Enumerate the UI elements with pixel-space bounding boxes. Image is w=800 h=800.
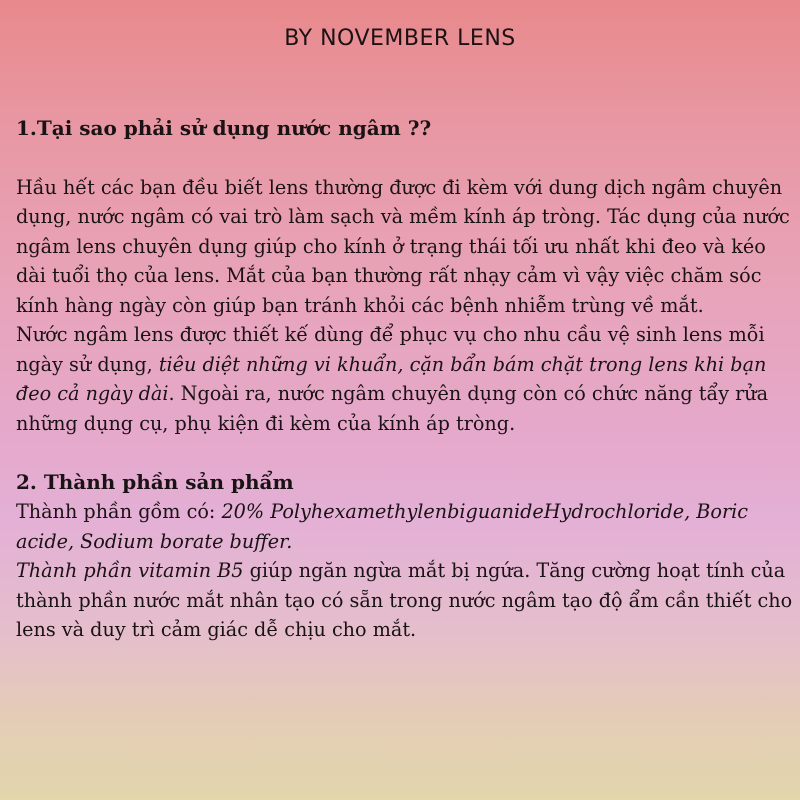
section1-paragraph1: Hầu hết các bạn đều biết lens thường được đi kèm với dung dịch ngâm chuyên dụng, nước ngâm có vai trò làm sạch và mềm kính áp tròng. Tác dụng của nước ngâm lens chuyên dụng giúp cho kính ở trạng thái tối ưu nhất khi đeo và kéo dài tuổi thọ của lens. Mắt của bạn thường rất nhạy cảm vì vậy việc chăm sóc kính hàng ngày còn giúp bạn tránh khỏi các bệnh nhiễm trùng về mắt. [16,175,790,317]
spacer [16,438,796,468]
para2-start: Nước ngâm lens được thiết kế dùng để phục vụ cho nhu cầu vệ sinh lens mỗi ngày sử dụng, [16,323,765,376]
vitamin-paragraph [16,556,796,645]
vitamin-description: giúp ngăn ngừa mắt bị ngứa. Tăng cường hoạt tính của thành phần nước mắt nhân tạo có sẵn trong nước ngâm tạo độ ẩm cần thiết cho lens và duy trì cảm giác dễ chịu cho mắt. [16,559,793,641]
section1-heading: 1.Tại sao phải sử dụng nước ngâm ?? [16,116,432,140]
ingredients-label: Thành phần gồm có: [16,500,222,523]
section2-heading: 2. Thành phần sản phẩm [16,469,294,494]
para2-end: . Ngoài ra, nước ngâm chuyên dụng còn có chức năng tẩy rửa những dụng cụ, phụ kiện đi kèm của kính áp tròng. [16,382,769,435]
para2-italic: tiêu diệt những vi khuẩn, cặn bẩn bám chặt trong lens khi bạn đeo cả ngày dài [16,352,767,405]
ingredients-list: 20% PolyhexamethylenbiguanideHydrochloride, Boric acide, Sodium borate buffer. [16,500,748,553]
section1-paragraph2 [16,320,796,438]
article-content [16,114,796,645]
ingredients-paragraph [16,497,796,556]
brand-title: BY NOVEMBER LENS [284,26,516,51]
vitamin-label: Thành phần vitamin B5 [16,559,244,582]
